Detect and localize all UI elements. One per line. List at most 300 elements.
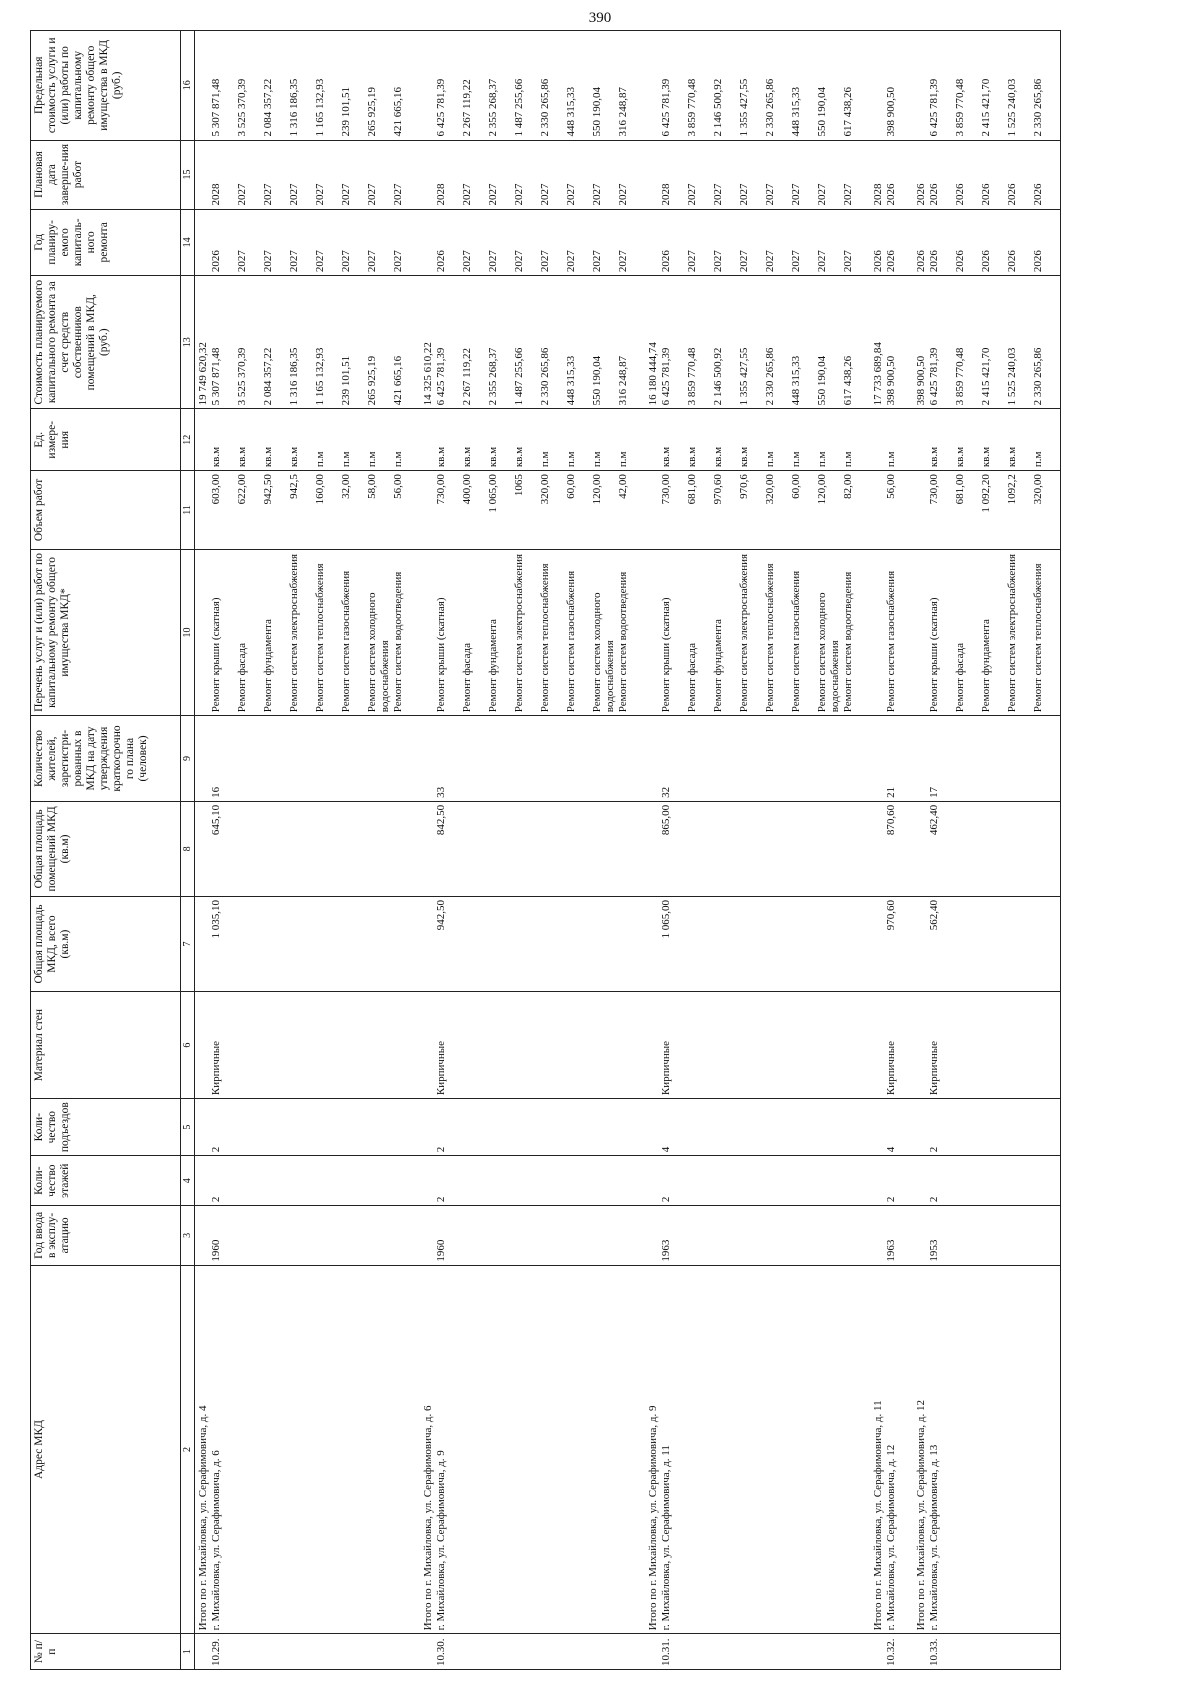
work-cost: 2 330 265,86 [764, 347, 776, 406]
table-row [645, 31, 870, 1670]
residents: 33 [435, 786, 447, 798]
work-cost: 6 425 781,39 [435, 347, 447, 406]
column-number-6: 6 [181, 992, 195, 1099]
work-limit-cost: 316 248,87 [617, 87, 629, 137]
column-number-8: 8 [181, 801, 195, 896]
cell-col-9 [195, 716, 421, 802]
work-end-date: 2027 [340, 183, 352, 206]
cell-col-10 [913, 549, 1061, 716]
work-year: 2027 [236, 250, 248, 273]
work-year: 2027 [712, 250, 724, 273]
work-end-date: 2027 [591, 183, 603, 206]
entrances: 2 [210, 1146, 222, 1153]
work-name: Ремонт фасада [236, 643, 248, 713]
cell-col-4 [870, 1156, 913, 1206]
floors: 2 [928, 1196, 940, 1203]
entrances: 2 [928, 1146, 940, 1153]
cell-col-15 [913, 140, 1061, 209]
cell-col-2 [645, 1265, 870, 1634]
work-unit: кв.м [435, 446, 447, 468]
area-rooms: 865,00 [660, 804, 672, 836]
column-number-3: 3 [181, 1206, 195, 1265]
work-unit: п.м [816, 451, 828, 468]
work-cost: 2 267 119,22 [461, 347, 473, 406]
row-number: 10.33. [928, 1638, 940, 1666]
cell-col-3 [195, 1206, 421, 1265]
work-year: 2027 [262, 250, 274, 273]
total-year: 2026 [915, 250, 927, 273]
work-volume: 58,00 [366, 474, 378, 499]
work-name: Ремонт фундамента [487, 619, 499, 713]
work-year: 2027 [565, 250, 577, 273]
cell-col-5 [195, 1099, 421, 1156]
work-unit: п.м [314, 451, 326, 468]
work-cost: 2 330 265,86 [1032, 347, 1044, 406]
work-unit: п.м [1032, 451, 1044, 468]
cell-col-14 [913, 209, 1061, 276]
work-cost: 6 425 781,39 [660, 347, 672, 406]
work-volume: 730,00 [660, 474, 672, 505]
cell-col-8 [645, 801, 870, 896]
work-cost: 421 665,16 [392, 355, 404, 406]
work-year: 2027 [366, 250, 378, 273]
column-number-4: 4 [181, 1156, 195, 1206]
cell-col-9 [870, 716, 913, 802]
work-year: 2027 [288, 250, 300, 273]
work-cost: 3 859 770,48 [954, 347, 966, 406]
work-cost: 239 101,51 [340, 355, 352, 406]
wall-material: Кирпичные [928, 1040, 940, 1096]
floors: 2 [210, 1196, 222, 1203]
total-label: Итого по г. Михайловка, ул. Серафимовича, д. 11 [872, 1400, 884, 1631]
work-year: 2027 [591, 250, 603, 273]
column-number-16: 16 [181, 31, 195, 141]
total-cost: 17 733 689,84 [872, 342, 884, 406]
work-year: 2026 [1032, 250, 1044, 273]
work-limit-cost: 2 330 265,86 [539, 78, 551, 137]
work-volume: 160,00 [314, 474, 326, 505]
work-volume: 56,00 [885, 474, 897, 499]
work-unit: кв.м [660, 446, 672, 468]
cell-col-16 [645, 31, 870, 141]
work-limit-cost: 3 859 770,48 [954, 78, 966, 137]
cell-col-14 [870, 209, 913, 276]
residents: 32 [660, 786, 672, 798]
work-volume: 320,00 [539, 474, 551, 505]
cell-col-10 [870, 549, 913, 716]
cell-col-6 [195, 992, 421, 1099]
column-number-5: 5 [181, 1099, 195, 1156]
column-header-13: Стоимость планируемого капитального ремонта за счет средств собственников помещений в МКД, (руб.) [31, 276, 181, 409]
work-name: Ремонт систем теплоснабжения [1032, 563, 1044, 713]
cell-col-14 [195, 209, 421, 276]
wall-material: Кирпичные [660, 1040, 672, 1096]
work-cost: 316 248,87 [617, 355, 629, 406]
work-name: Ремонт систем теплоснабжения [539, 563, 551, 713]
cell-col-3 [913, 1206, 1061, 1265]
work-year: 2027 [617, 250, 629, 273]
column-number-13: 13 [181, 276, 195, 409]
cell-col-9 [913, 716, 1061, 802]
work-limit-cost: 398 900,50 [885, 87, 897, 137]
cell-col-14 [420, 209, 645, 276]
work-year: 2027 [738, 250, 750, 273]
total-label: Итого по г. Михайловка, ул. Серафимовича, д. 9 [647, 1405, 659, 1631]
work-cost: 5 307 871,48 [210, 347, 222, 406]
work-unit: кв.м [461, 446, 473, 468]
total-end-date: 2028 [872, 183, 884, 206]
work-limit-cost: 2 330 265,86 [764, 78, 776, 137]
work-unit: кв.м [686, 446, 698, 468]
column-header-16: Предельная стоимость услуги и (или) работы по капитальному ремонту общего имущества в МКД (руб.) [31, 31, 181, 141]
cell-col-10 [420, 549, 645, 716]
work-year: 2027 [461, 250, 473, 273]
work-unit: п.м [842, 451, 854, 468]
area-total: 562,40 [928, 899, 940, 931]
column-number-15: 15 [181, 140, 195, 209]
work-name: Ремонт систем водоотведения [392, 571, 404, 713]
column-header-2: Адрес МКД [31, 1265, 181, 1634]
cell-col-3 [420, 1206, 645, 1265]
work-unit: кв.м [288, 446, 300, 468]
work-cost: 448 315,33 [790, 355, 802, 406]
area-total: 1 035,10 [210, 899, 222, 939]
cell-col-15 [420, 140, 645, 209]
work-name: Ремонт систем газоснабжения [565, 570, 577, 713]
cell-col-10 [195, 549, 421, 716]
column-number-10: 10 [181, 549, 195, 716]
cell-col-6 [870, 992, 913, 1099]
work-unit: п.м [392, 451, 404, 468]
cell-col-15 [645, 140, 870, 209]
area-total: 942,50 [435, 899, 447, 931]
work-unit: кв.м [738, 446, 750, 468]
work-limit-cost: 1 355 427,55 [738, 78, 750, 137]
work-end-date: 2028 [660, 183, 672, 206]
work-year: 2027 [513, 250, 525, 273]
work-name: Ремонт систем электроснабжения [513, 553, 525, 713]
work-end-date: 2027 [288, 183, 300, 206]
column-header-5: Коли-чество подъездов [31, 1099, 181, 1156]
cell-col-4 [645, 1156, 870, 1206]
cell-col-13 [645, 276, 870, 409]
work-name: Ремонт систем теплоснабжения [314, 563, 326, 713]
cell-col-13 [870, 276, 913, 409]
work-name: Ремонт крыши (скатная) [660, 597, 672, 713]
work-unit: п.м [565, 451, 577, 468]
work-limit-cost: 1 525 240,03 [1006, 78, 1018, 137]
work-limit-cost: 2 146 500,92 [712, 78, 724, 137]
table-row [870, 31, 913, 1670]
work-cost: 1 355 427,55 [738, 347, 750, 406]
area-rooms: 870,60 [885, 804, 897, 836]
work-end-date: 2027 [816, 183, 828, 206]
work-year: 2026 [1006, 250, 1018, 273]
work-limit-cost: 2 084 357,22 [262, 78, 274, 137]
work-name: Ремонт систем газоснабжения [885, 570, 897, 713]
cell-col-1 [420, 1634, 645, 1670]
work-volume: 730,00 [435, 474, 447, 505]
work-year: 2026 [928, 250, 940, 273]
cell-col-5 [645, 1099, 870, 1156]
work-volume: 970,6 [738, 474, 750, 499]
cell-col-12 [870, 409, 913, 471]
work-name: Ремонт систем водоотведения [617, 571, 629, 713]
cell-col-4 [420, 1156, 645, 1206]
column-header-12: Ед. измере-ния [31, 409, 181, 471]
work-year: 2027 [392, 250, 404, 273]
table-row [913, 31, 1061, 1670]
work-end-date: 2028 [435, 183, 447, 206]
cell-col-4 [195, 1156, 421, 1206]
work-end-date: 2027 [262, 183, 274, 206]
table-row [195, 31, 421, 1670]
work-limit-cost: 2 415 421,70 [980, 78, 992, 137]
row-number: 10.30. [435, 1638, 447, 1666]
cell-col-13 [195, 276, 421, 409]
column-number-11: 11 [181, 471, 195, 550]
work-volume: 56,00 [392, 474, 404, 499]
work-name: Ремонт крыши (скатная) [210, 597, 222, 713]
address: г. Михайловка, ул. Серафимовича, д. 9 [435, 1450, 447, 1631]
floors: 2 [435, 1196, 447, 1203]
entrances: 4 [660, 1146, 672, 1153]
column-header-7: Общая площадь МКД, всего (кв.м) [31, 896, 181, 991]
cell-col-12 [913, 409, 1061, 471]
work-unit: п.м [764, 451, 776, 468]
cell-col-16 [195, 31, 421, 141]
cell-col-13 [913, 276, 1061, 409]
work-unit: п.м [366, 451, 378, 468]
column-header-10: Перечень услуг и (или) работ по капитальному ремонту общего имущества МКД* [31, 549, 181, 716]
work-limit-cost: 265 925,19 [366, 87, 378, 137]
work-cost: 550 190,04 [591, 355, 603, 406]
cell-col-11 [195, 471, 421, 550]
work-volume: 622,00 [236, 474, 248, 505]
floors: 2 [885, 1196, 897, 1203]
total-label: Итого по г. Михайловка, ул. Серафимовича, д. 12 [915, 1399, 927, 1631]
work-year: 2027 [487, 250, 499, 273]
column-header-15: Плановая дата заверше-ния работ [31, 140, 181, 209]
table-row [420, 31, 645, 1670]
work-cost: 2 355 268,37 [487, 347, 499, 406]
work-end-date: 2027 [487, 183, 499, 206]
work-volume: 970,60 [712, 474, 724, 505]
work-name: Ремонт крыши (скатная) [928, 597, 940, 713]
work-end-date: 2026 [980, 183, 992, 206]
work-limit-cost: 3 525 370,39 [236, 78, 248, 137]
work-year: 2027 [686, 250, 698, 273]
work-unit: кв.м [954, 446, 966, 468]
column-header-8: Общая площадь помещений МКД (кв.м) [31, 801, 181, 896]
work-year: 2027 [816, 250, 828, 273]
area-rooms: 462,40 [928, 804, 940, 836]
cell-col-10 [645, 549, 870, 716]
work-end-date: 2027 [764, 183, 776, 206]
work-unit: кв.м [1006, 446, 1018, 468]
cell-col-4 [913, 1156, 1061, 1206]
work-volume: 681,00 [954, 474, 966, 505]
cell-col-5 [420, 1099, 645, 1156]
work-end-date: 2027 [686, 183, 698, 206]
work-name: Ремонт систем электроснабжения [1006, 553, 1018, 713]
row-number: 10.29. [210, 1638, 222, 1666]
column-header-1: № п/п [31, 1634, 181, 1670]
work-volume: 60,00 [565, 474, 577, 499]
work-volume: 730,00 [928, 474, 940, 505]
work-end-date: 2027 [565, 183, 577, 206]
work-cost: 398 900,50 [885, 355, 897, 406]
work-name: Ремонт систем холодного водоснабжения [816, 592, 841, 713]
cell-col-7 [195, 896, 421, 991]
entrances: 4 [885, 1146, 897, 1153]
cell-col-14 [645, 209, 870, 276]
residents: 16 [210, 786, 222, 798]
work-name: Ремонт систем водоотведения [842, 571, 854, 713]
work-end-date: 2027 [842, 183, 854, 206]
cell-col-16 [420, 31, 645, 141]
work-end-date: 2026 [1006, 183, 1018, 206]
work-name: Ремонт систем теплоснабжения [764, 563, 776, 713]
wall-material: Кирпичные [885, 1040, 897, 1096]
cell-col-9 [645, 716, 870, 802]
work-limit-cost: 421 665,16 [392, 87, 404, 137]
work-cost: 6 425 781,39 [928, 347, 940, 406]
work-unit: кв.м [210, 446, 222, 468]
work-volume: 1 092,20 [980, 474, 992, 513]
cell-col-11 [420, 471, 645, 550]
work-cost: 2 330 265,86 [539, 347, 551, 406]
cell-col-16 [913, 31, 1061, 141]
commission-year: 1963 [885, 1239, 897, 1262]
cell-col-7 [913, 896, 1061, 991]
column-header-3: Год ввода в эксплу-атацию [31, 1206, 181, 1265]
work-name: Ремонт систем электроснабжения [738, 553, 750, 713]
column-number-7: 7 [181, 896, 195, 991]
work-name: Ремонт систем газоснабжения [340, 570, 352, 713]
cell-col-12 [195, 409, 421, 471]
address: г. Михайловка, ул. Серафимовича, д. 13 [928, 1444, 940, 1631]
work-unit: п.м [539, 451, 551, 468]
cell-col-2 [195, 1265, 421, 1634]
column-header-9: Количество жителей, зарегистри-рованных в МКД на дату утверждения краткосрочно го плана (человек) [31, 716, 181, 802]
work-volume: 32,00 [340, 474, 352, 499]
floors: 2 [660, 1196, 672, 1203]
work-unit: п.м [340, 451, 352, 468]
work-unit: кв.м [928, 446, 940, 468]
cell-col-3 [645, 1206, 870, 1265]
work-unit: кв.м [487, 446, 499, 468]
work-year: 2026 [885, 250, 897, 273]
work-cost: 3 859 770,48 [686, 347, 698, 406]
work-cost: 448 315,33 [565, 355, 577, 406]
total-end-date: 2026 [915, 183, 927, 206]
work-year: 2027 [764, 250, 776, 273]
work-end-date: 2027 [712, 183, 724, 206]
cell-col-1 [645, 1634, 870, 1670]
work-volume: 82,00 [842, 474, 854, 499]
column-header-4: Коли-чество этажей [31, 1156, 181, 1206]
work-volume: 120,00 [816, 474, 828, 505]
work-name: Ремонт систем холодного водоснабжения [366, 592, 391, 713]
entrances: 2 [435, 1146, 447, 1153]
work-end-date: 2027 [366, 183, 378, 206]
work-unit: кв.м [262, 446, 274, 468]
cell-col-7 [420, 896, 645, 991]
work-limit-cost: 2 267 119,22 [461, 79, 473, 137]
work-limit-cost: 2 355 268,37 [487, 78, 499, 137]
total-cost: 16 180 444,74 [647, 342, 659, 406]
work-cost: 2 084 357,22 [262, 347, 274, 406]
cell-col-15 [870, 140, 913, 209]
work-end-date: 2026 [1032, 183, 1044, 206]
work-cost: 550 190,04 [816, 355, 828, 406]
work-end-date: 2027 [392, 183, 404, 206]
work-limit-cost: 2 330 265,86 [1032, 78, 1044, 137]
work-year: 2026 [954, 250, 966, 273]
work-cost: 2 415 421,70 [980, 347, 992, 406]
work-cost: 265 925,19 [366, 355, 378, 406]
work-volume: 681,00 [686, 474, 698, 505]
work-volume: 1065 [513, 474, 525, 497]
cell-col-12 [420, 409, 645, 471]
total-cost: 398 900,50 [915, 355, 927, 406]
residents: 21 [885, 786, 897, 798]
residents: 17 [928, 786, 940, 798]
cell-col-7 [645, 896, 870, 991]
work-cost: 2 146 500,92 [712, 347, 724, 406]
cell-col-8 [195, 801, 421, 896]
work-cost: 1 525 240,03 [1006, 347, 1018, 406]
work-volume: 1 065,00 [487, 474, 499, 513]
work-name: Ремонт крыши (скатная) [435, 597, 447, 713]
table-body [195, 31, 1061, 1670]
work-end-date: 2027 [539, 183, 551, 206]
commission-year: 1960 [435, 1239, 447, 1262]
cell-col-6 [645, 992, 870, 1099]
cell-col-2 [913, 1265, 1061, 1634]
row-number: 10.32. [885, 1638, 897, 1666]
work-volume: 603,00 [210, 474, 222, 505]
work-volume: 400,00 [461, 474, 473, 505]
cell-col-6 [420, 992, 645, 1099]
address: г. Михайловка, ул. Серафимовича, д. 11 [660, 1445, 672, 1631]
work-volume: 320,00 [1032, 474, 1044, 505]
work-cost: 1 165 132,93 [314, 347, 326, 406]
work-year: 2027 [340, 250, 352, 273]
work-limit-cost: 1 165 132,93 [314, 78, 326, 137]
work-limit-cost: 1 316 186,35 [288, 78, 300, 137]
total-cost: 14 325 610,22 [422, 342, 434, 406]
cell-col-1 [913, 1634, 1061, 1670]
work-end-date: 2027 [461, 183, 473, 206]
column-number-2: 2 [181, 1265, 195, 1634]
work-volume: 1092,2 [1006, 474, 1018, 505]
cell-col-11 [913, 471, 1061, 550]
work-volume: 42,00 [617, 474, 629, 499]
work-end-date: 2026 [928, 183, 940, 206]
total-label: Итого по г. Михайловка, ул. Серафимовича, д. 4 [197, 1405, 209, 1631]
work-name: Ремонт систем электроснабжения [288, 553, 300, 713]
work-cost: 617 438,26 [842, 355, 854, 406]
row-number: 10.31. [660, 1638, 672, 1666]
commission-year: 1960 [210, 1239, 222, 1262]
work-volume: 320,00 [764, 474, 776, 505]
work-volume: 942,5 [288, 474, 300, 499]
work-limit-cost: 5 307 871,48 [210, 78, 222, 137]
table-header [31, 31, 195, 1670]
wall-material: Кирпичные [435, 1040, 447, 1096]
